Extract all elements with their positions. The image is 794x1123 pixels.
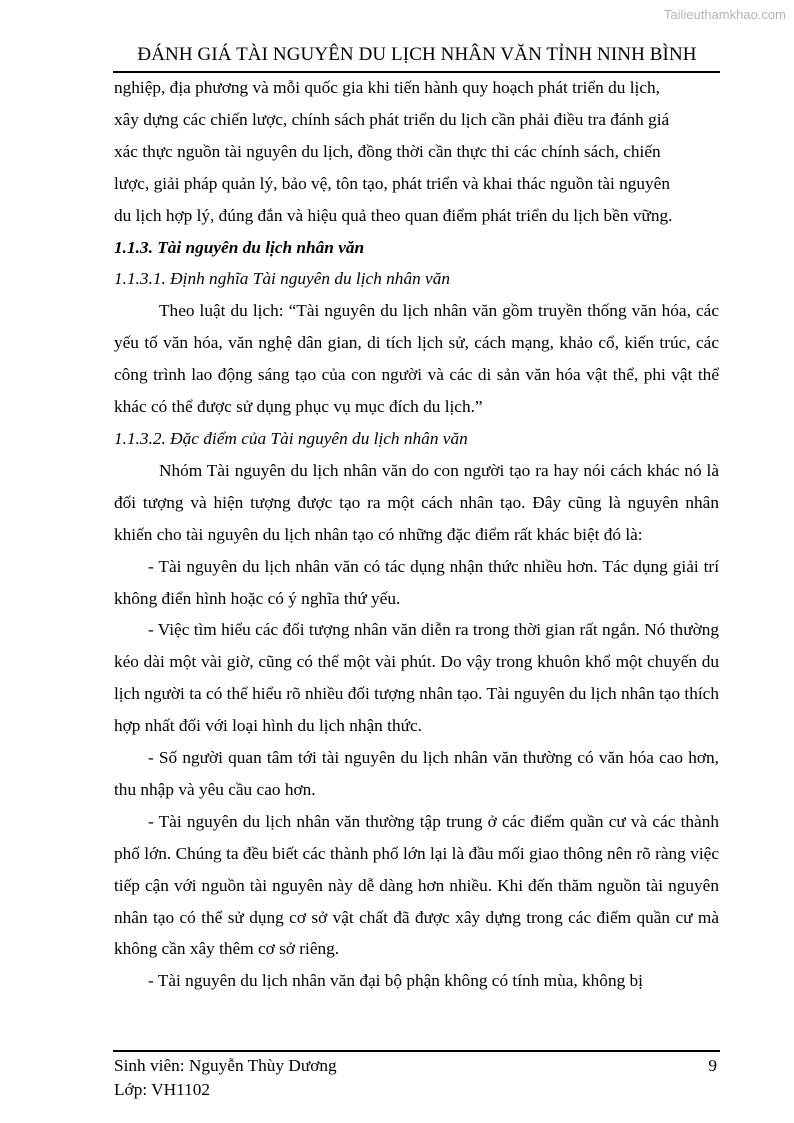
intro-line: nghiệp, địa phương và mỗi quốc gia khi tiến hành quy hoạch phát triển du lịch, (114, 78, 660, 97)
watermark: Tailieuthamkhao.com (663, 7, 786, 22)
bullet-paragraph: - Tài nguyên du lịch nhân văn có tác dụng nhận thức nhiều hơn. Tác dụng giải trí không điển hình hoặc có ý nghĩa thứ yếu. (114, 556, 719, 608)
section-heading: 1.1.3. Tài nguyên du lịch nhân văn (114, 237, 365, 257)
intro-line: lược, giải pháp quản lý, bảo vệ, tôn tạo, phát triển và khai thác nguồn tài nguyên (114, 173, 670, 193)
bullet-paragraph: - Việc tìm hiểu các đối tượng nhân văn diễn ra trong thời gian rất ngắn. Nó thường kéo dài một vài giờ, cũng có thể một vài phút. Do vậy trong khuôn khổ một chuyến du lịch người ta có thể hiểu rõ nhiều đối tượng nhân tạo. Tài nguyên du lịch nhân tạo thích hợp nhất đối với loại hình du lịch nhận thức. (114, 620, 719, 736)
intro-line: du lịch hợp lý, đúng đắn và hiệu quả theo quan điểm phát triển du lịch bền vững. (114, 205, 673, 225)
page-header-title: ĐÁNH GIÁ TÀI NGUYÊN DU LỊCH NHÂN VĂN TỈNH NINH BÌNH (137, 44, 697, 65)
page-content (114, 72, 719, 997)
characteristics-intro-paragraph: Nhóm Tài nguyên du lịch nhân văn do con người tạo ra hay nói cách khác nó là đối tượng và hiện tượng được tạo ra một cách nhân tạo. Đây cũng là nguyên nhân khiến cho tài nguyên du lịch nhân tạo có những đặc điểm rất khác biệt đó là: (114, 460, 719, 544)
subsection-heading-definition: 1.1.3.1. Định nghĩa Tài nguyên du lịch nhân văn (114, 269, 450, 289)
definition-paragraph: Theo luật du lịch: “Tài nguyên du lịch nhân văn gồm truyền thống văn hóa, các yếu tố văn hóa, văn nghệ dân gian, di tích lịch sử, cách mạng, khảo cổ, kiến trúc, các công trình lao động sáng tạo của con người và các di sản văn hóa vật thể, phi vật thể khác có thể được sử dụng phục vụ mục đích du lịch.” (114, 301, 719, 417)
bullet-paragraph: - Tài nguyên du lịch nhân văn thường tập trung ở các điểm quần cư và các thành phố lớn. Chúng ta đều biết các thành phố lớn lại là đầu mối giao thông nên rõ ràng việc tiếp cận với nguồn tài nguyên này dễ dàng hơn nhiều. Khi đến thăm nguồn tài nguyên nhân tạo có thể sử dụng cơ sở vật chất đã được xây dựng trong các điểm quần cư mà không cần xây thêm cơ sở riêng. (114, 811, 719, 959)
page-number: 9 (708, 1056, 717, 1075)
bullet-paragraph: - Tài nguyên du lịch nhân văn đại bộ phận không có tính mùa, không bị (148, 971, 643, 991)
subsection-heading-characteristics: 1.1.3.2. Đặc điểm của Tài nguyên du lịch nhân văn (114, 428, 468, 448)
intro-line: xây dựng các chiến lược, chính sách phát triển du lịch cần phải điều tra đánh giá (114, 109, 670, 129)
footer-divider (113, 1050, 720, 1052)
footer-class: Lớp: VH1102 (114, 1080, 211, 1099)
bullet-paragraph: - Số người quan tâm tới tài nguyên du lịch nhân văn thường có văn hóa cao hơn, thu nhập và yêu cầu cao hơn. (114, 748, 719, 799)
footer-student-name: Sinh viên: Nguyễn Thùy Dương (114, 1056, 337, 1075)
page-footer (114, 1054, 719, 1102)
intro-line: xác thực nguồn tài nguyên du lịch, đồng thời cần thực thi các chính sách, chiến (114, 141, 661, 161)
